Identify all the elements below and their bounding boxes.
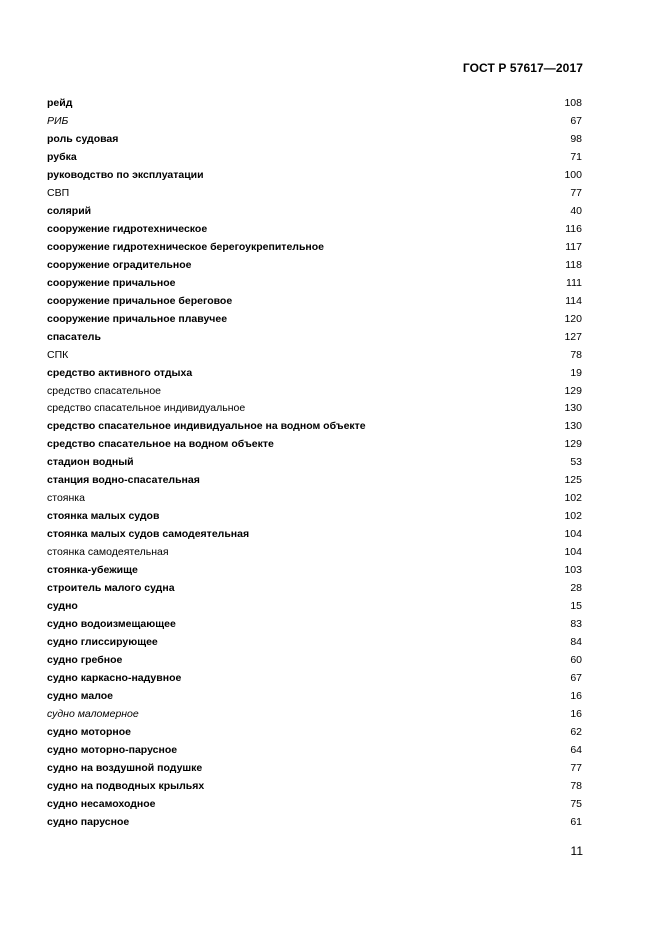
index-term: СПК bbox=[47, 348, 69, 361]
index-entry bbox=[47, 580, 582, 598]
index-term: судно bbox=[47, 600, 78, 613]
index-entry bbox=[47, 113, 582, 131]
index-page-ref: 78 bbox=[570, 348, 582, 361]
index-entry bbox=[47, 652, 582, 670]
index-page-ref: 104 bbox=[564, 546, 582, 559]
index-term: станция водно-спасательная bbox=[47, 474, 200, 487]
index-page-ref: 108 bbox=[564, 97, 582, 109]
index-term: руководство по эксплуатации bbox=[47, 168, 204, 181]
index-term: судно водоизмещающее bbox=[47, 618, 176, 631]
index-page-ref: 60 bbox=[570, 654, 582, 667]
index-term: средство спасательное на водном объекте bbox=[47, 438, 274, 451]
index-page-ref: 130 bbox=[564, 420, 582, 433]
index-entry bbox=[47, 742, 582, 760]
index-term: судно глиссирующее bbox=[47, 636, 158, 649]
index-page-ref: 111 bbox=[566, 276, 582, 289]
index-entry bbox=[47, 508, 582, 526]
index-entry bbox=[47, 185, 582, 203]
index-page-ref: 116 bbox=[565, 222, 582, 235]
index-entry bbox=[47, 257, 582, 275]
index-page-ref: 103 bbox=[564, 564, 582, 577]
index-page-ref: 53 bbox=[570, 456, 582, 469]
index-entry bbox=[47, 616, 582, 634]
index-page-ref: 100 bbox=[564, 168, 582, 181]
index-term: стоянка самодеятельная bbox=[47, 546, 169, 559]
index-term: судно моторно-парусное bbox=[47, 743, 178, 756]
index-term: судно парусное bbox=[47, 815, 130, 828]
index-page-ref: 127 bbox=[564, 330, 582, 343]
index-page-ref: 75 bbox=[570, 797, 582, 810]
index-term: стоянка малых судов bbox=[47, 510, 160, 523]
index-page-ref: 129 bbox=[564, 384, 582, 397]
index-entry bbox=[47, 670, 582, 688]
index-term: средство спасательное индивидуальное bbox=[47, 402, 246, 415]
index-term: средство спасательное bbox=[47, 384, 161, 397]
page-number: 11 bbox=[570, 844, 583, 858]
index-page-ref: 125 bbox=[564, 474, 582, 487]
index-term: судно малое bbox=[47, 689, 114, 702]
index-entry bbox=[47, 634, 582, 652]
index-page-ref: 67 bbox=[570, 672, 582, 684]
index-entry bbox=[47, 365, 582, 383]
index-entry bbox=[47, 436, 582, 454]
index-term: РИБ bbox=[47, 114, 69, 127]
index-term: сооружение причальное плавучее bbox=[47, 312, 228, 325]
index-entry bbox=[47, 778, 582, 796]
index-entry bbox=[47, 724, 582, 742]
index-entry bbox=[47, 688, 582, 706]
index-page-ref: 16 bbox=[570, 689, 582, 702]
index-page-ref: 16 bbox=[570, 707, 582, 720]
index-term: сооружение причальное bbox=[47, 276, 176, 289]
index-entry bbox=[47, 203, 582, 221]
index-page-ref: 120 bbox=[564, 312, 582, 325]
index-term: судно моторное bbox=[47, 725, 131, 738]
index-entry bbox=[47, 275, 582, 293]
index-entry bbox=[47, 490, 582, 508]
index-page-ref: 102 bbox=[564, 510, 582, 523]
index-term: сооружение оградительное bbox=[47, 258, 192, 271]
index-term: строитель малого судна bbox=[47, 582, 175, 595]
index-page-ref: 84 bbox=[570, 636, 582, 649]
index-term: сооружение причальное береговое bbox=[47, 294, 233, 307]
index-term: стоянка bbox=[47, 492, 85, 505]
index-page-ref: 118 bbox=[565, 258, 582, 271]
index-page-ref: 102 bbox=[564, 492, 582, 505]
index-page-ref: 77 bbox=[570, 761, 582, 774]
index-term: средство спасательное индивидуальное на водном объекте bbox=[47, 420, 366, 433]
index-term: судно маломерное bbox=[47, 707, 139, 720]
index-entry bbox=[47, 418, 582, 436]
index-entry bbox=[47, 760, 582, 778]
index-page-ref: 114 bbox=[565, 294, 582, 307]
index-entry bbox=[47, 293, 582, 311]
index-entry bbox=[47, 329, 582, 347]
alphabetical-index-list bbox=[47, 95, 582, 832]
index-entry bbox=[47, 311, 582, 329]
index-page-ref: 83 bbox=[570, 618, 582, 631]
index-page-ref: 130 bbox=[564, 402, 582, 415]
index-page-ref: 62 bbox=[570, 725, 582, 738]
index-page-ref: 129 bbox=[564, 438, 582, 451]
index-entry bbox=[47, 95, 582, 113]
index-term: СВП bbox=[47, 186, 70, 199]
index-entry bbox=[47, 544, 582, 562]
index-page-ref: 19 bbox=[570, 366, 582, 379]
index-entry bbox=[47, 796, 582, 814]
index-page-ref: 98 bbox=[570, 132, 582, 145]
index-term: судно каркасно-надувное bbox=[47, 672, 182, 684]
index-entry bbox=[47, 221, 582, 239]
index-term: судно на воздушной подушке bbox=[47, 761, 203, 774]
index-term: стоянка малых судов самодеятельная bbox=[47, 528, 250, 541]
index-entry bbox=[47, 706, 582, 724]
index-term: рубка bbox=[47, 150, 77, 163]
index-entry bbox=[47, 239, 582, 257]
index-entry bbox=[47, 347, 582, 365]
index-term: спасатель bbox=[47, 330, 101, 343]
index-entry bbox=[47, 454, 582, 472]
index-entry bbox=[47, 383, 582, 401]
index-entry bbox=[47, 562, 582, 580]
document-header-standard: ГОСТ Р 57617—2017 bbox=[462, 61, 583, 75]
index-page-ref: 71 bbox=[570, 150, 582, 163]
index-term: средство активного отдыха bbox=[47, 366, 193, 379]
index-page-ref: 78 bbox=[570, 779, 582, 792]
index-page-ref: 104 bbox=[564, 528, 582, 541]
index-entry bbox=[47, 149, 582, 167]
index-term: судно гребное bbox=[47, 654, 123, 667]
index-term: судно несамоходное bbox=[47, 797, 156, 810]
index-page-ref: 117 bbox=[565, 240, 582, 253]
index-entry bbox=[47, 131, 582, 149]
index-entry bbox=[47, 472, 582, 490]
index-page-ref: 28 bbox=[570, 582, 582, 595]
index-term: сооружение гидротехническое bbox=[47, 222, 208, 235]
index-term: солярий bbox=[47, 204, 92, 217]
index-page-ref: 61 bbox=[570, 815, 582, 828]
index-term: роль судовая bbox=[47, 132, 119, 145]
index-page-ref: 64 bbox=[570, 743, 582, 756]
index-entry bbox=[47, 526, 582, 544]
index-term: рейд bbox=[47, 97, 73, 109]
index-entry bbox=[47, 598, 582, 616]
index-entry bbox=[47, 400, 582, 418]
index-page-ref: 67 bbox=[570, 114, 582, 127]
index-term: судно на подводных крыльях bbox=[47, 779, 205, 792]
index-entry bbox=[47, 814, 582, 832]
index-term: стоянка-убежище bbox=[47, 564, 138, 577]
index-page-ref: 15 bbox=[570, 600, 582, 613]
index-page-ref: 40 bbox=[570, 204, 582, 217]
index-page-ref: 77 bbox=[570, 186, 582, 199]
index-term: стадион водный bbox=[47, 456, 134, 469]
index-term: сооружение гидротехническое берегоукрепительное bbox=[47, 240, 325, 253]
index-entry bbox=[47, 167, 582, 185]
